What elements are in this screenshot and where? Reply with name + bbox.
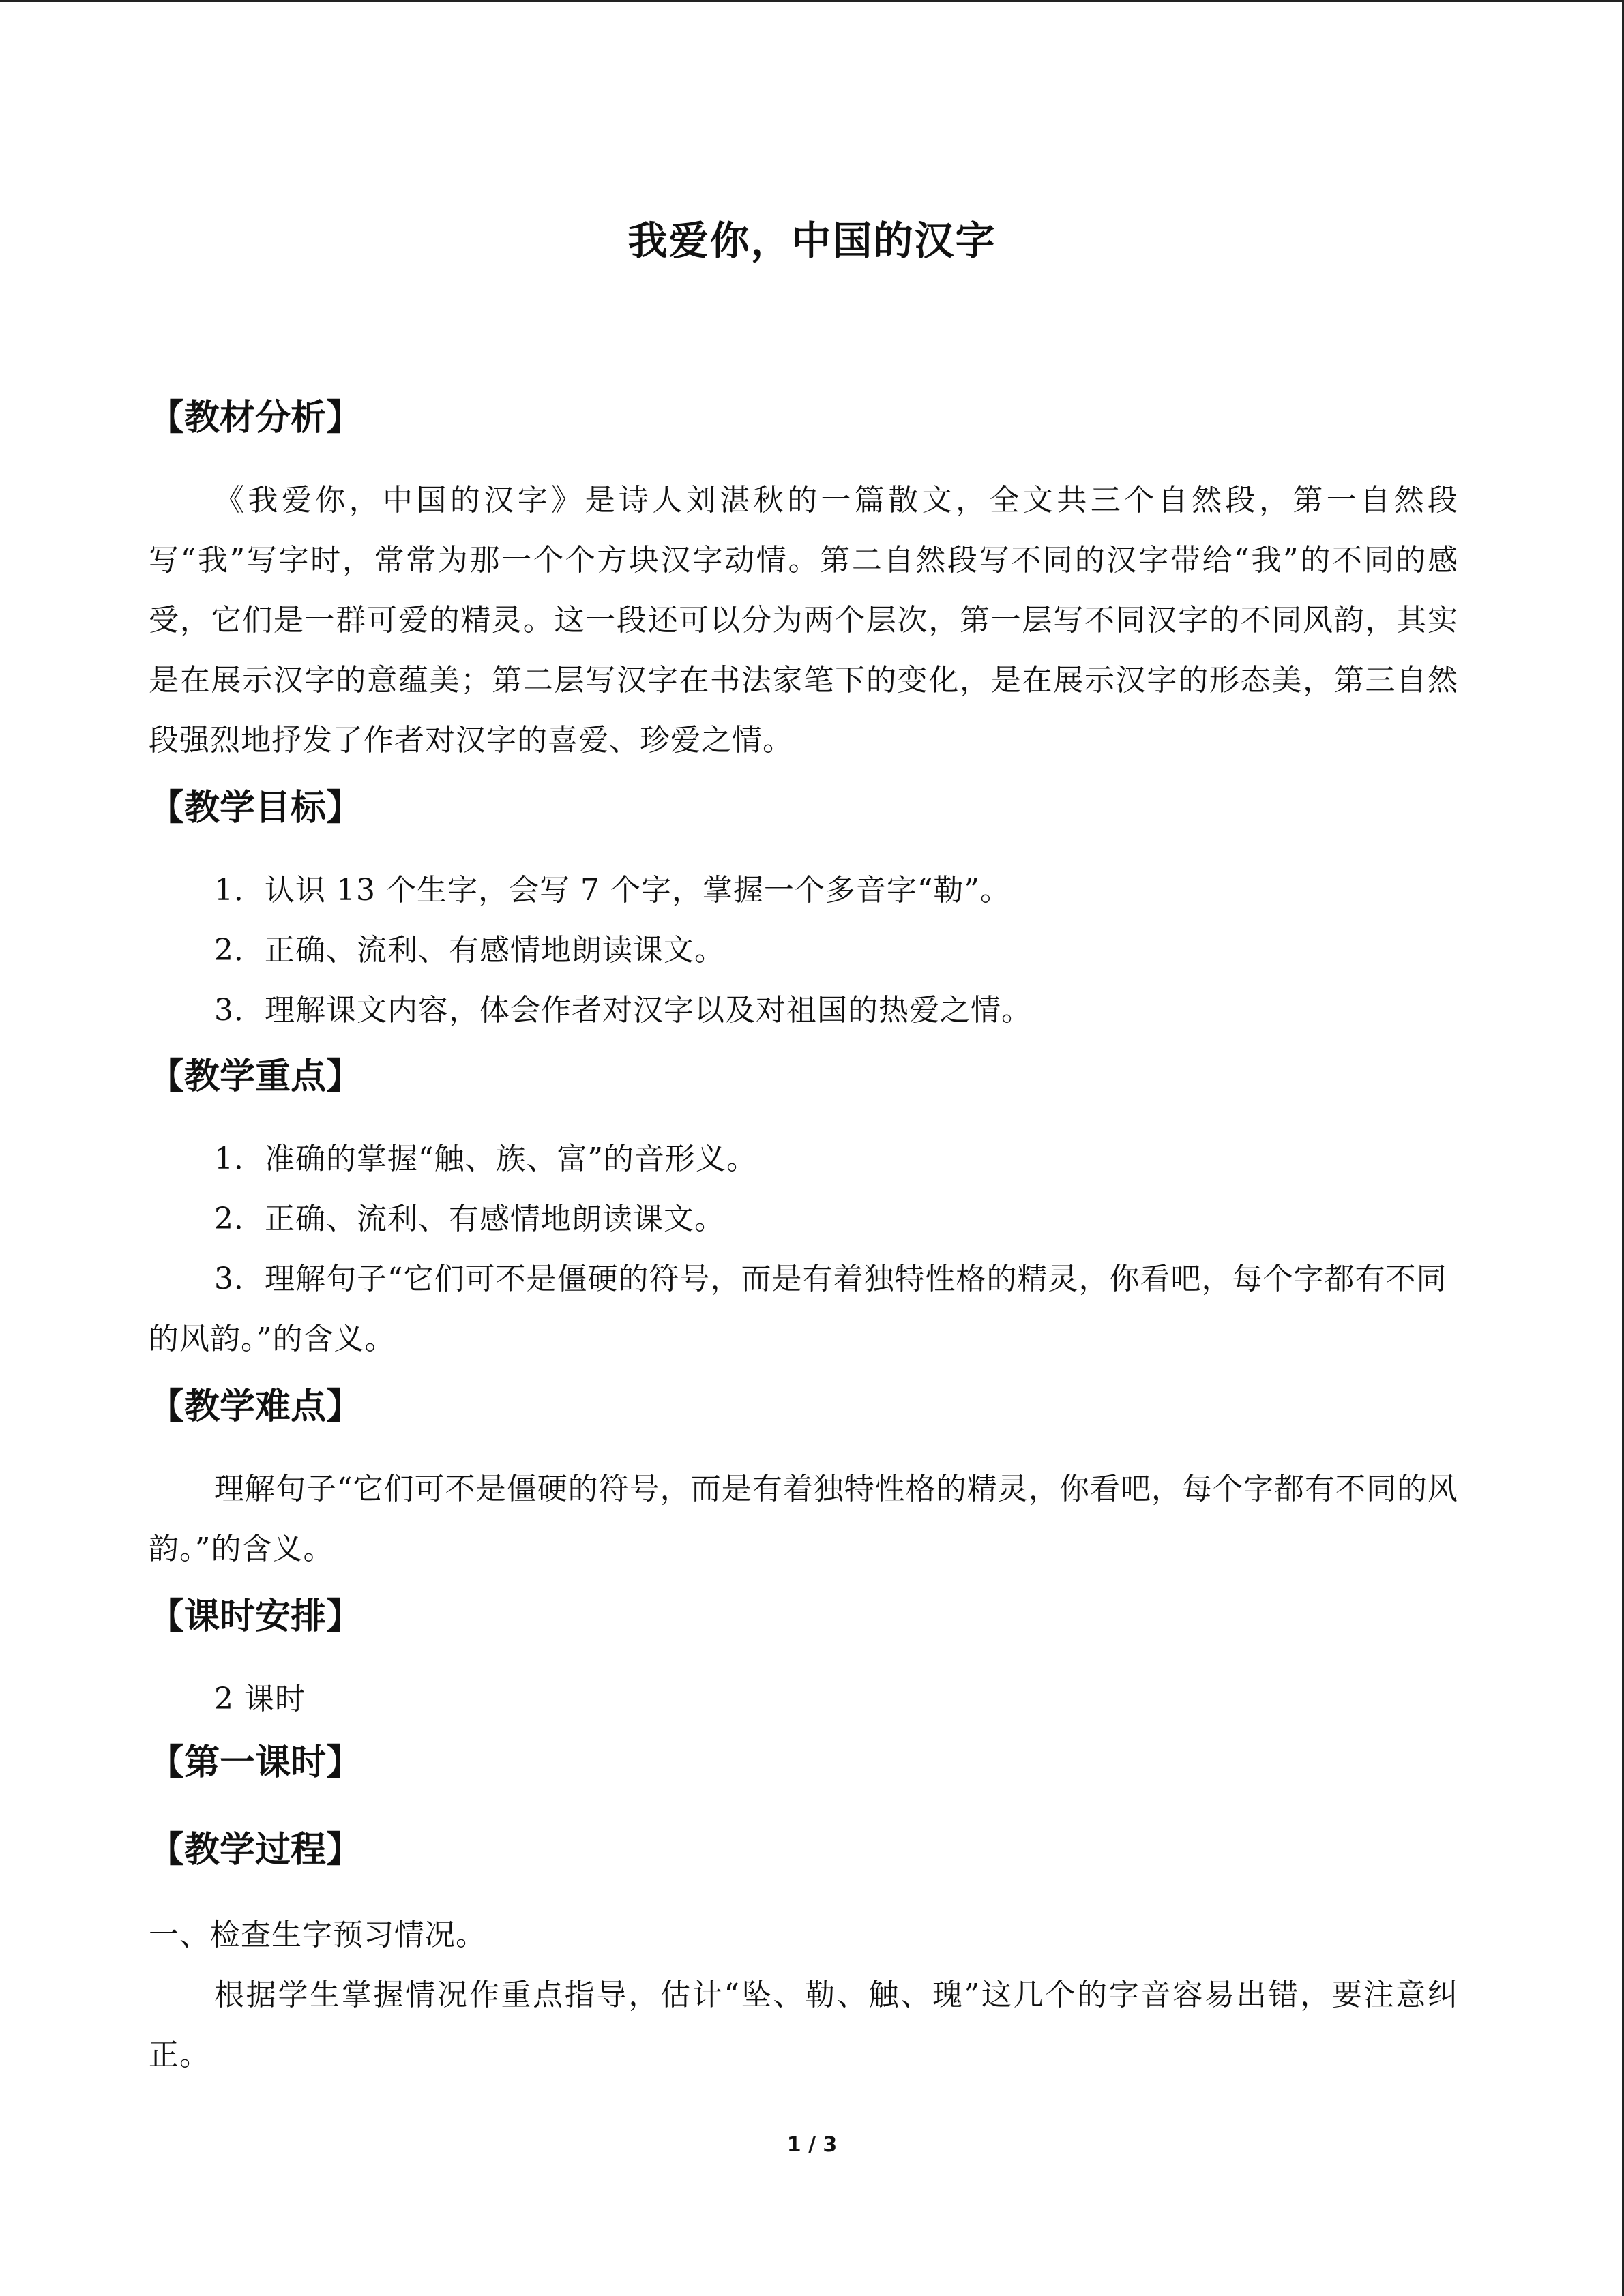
heading-materials: 【教材分析】 xyxy=(149,398,362,438)
heading-process: 【教学过程】 xyxy=(149,1830,362,1870)
heading-difficulties: 【教学难点】 xyxy=(149,1386,362,1427)
key-point-item-3: 3．理解句子“它们可不是僵硬的符号，而是有着独特性格的精灵，你看吧，每个字都有不同的风韵。”的含义。 xyxy=(149,1262,1447,1356)
heading-goals: 【教学目标】 xyxy=(149,788,362,829)
key-point-item-2: 2．正确、流利、有感情地朗读课文。 xyxy=(214,1202,725,1236)
heading-first-lesson: 【第一课时】 xyxy=(149,1742,362,1783)
schedule-text: 2 课时 xyxy=(214,1682,306,1716)
process-step-1: 一、检查生字预习情况。 xyxy=(149,1918,486,1952)
goal-item-1: 1．认识 13 个生字，会写 7 个字，掌握一个多音字“勒”。 xyxy=(214,873,1011,908)
process-step-1-text: 根据学生掌握情况作重点指导，估计“坠、勒、触、瑰”这几个的字音容易出错，要注意纠正。 xyxy=(149,1978,1458,2072)
page-number: 1 / 3 xyxy=(786,2133,838,2157)
materials-paragraph: 《我爱你，中国的汉字》是诗人刘湛秋的一篇散文，全文共三个自然段，第一自然段写“我”写字时，常常为那一个个方块汉字动情。第二自然段写不同的汉字带给“我”的不同的感受，它们是一群可爱的精灵。这一段还可以分为两个层次，第一层写不同汉字的不同风韵，其实是在展示汉字的意蕴美；第二层写汉字在书法家笔下的变化，是在展示汉字的形态美，第三自然段强烈地抒发了作者对汉字的喜爱、珍爱之情。 xyxy=(149,483,1458,758)
key-point-item-1: 1．准确的掌握“触、族、富”的音形义。 xyxy=(214,1142,757,1176)
goal-item-2: 2．正确、流利、有感情地朗读课文。 xyxy=(214,933,725,968)
heading-key-points: 【教学重点】 xyxy=(149,1056,362,1097)
goal-item-3: 3．理解课文内容，体会作者对汉字以及对祖国的热爱之情。 xyxy=(214,993,1032,1028)
difficulties-paragraph: 理解句子“它们可不是僵硬的符号，而是有着独特性格的精灵，你看吧，每个字都有不同的风韵。”的含义。 xyxy=(149,1472,1458,1566)
heading-schedule: 【课时安排】 xyxy=(149,1596,362,1637)
document-title: 我爱你，中国的汉字 xyxy=(628,218,996,264)
